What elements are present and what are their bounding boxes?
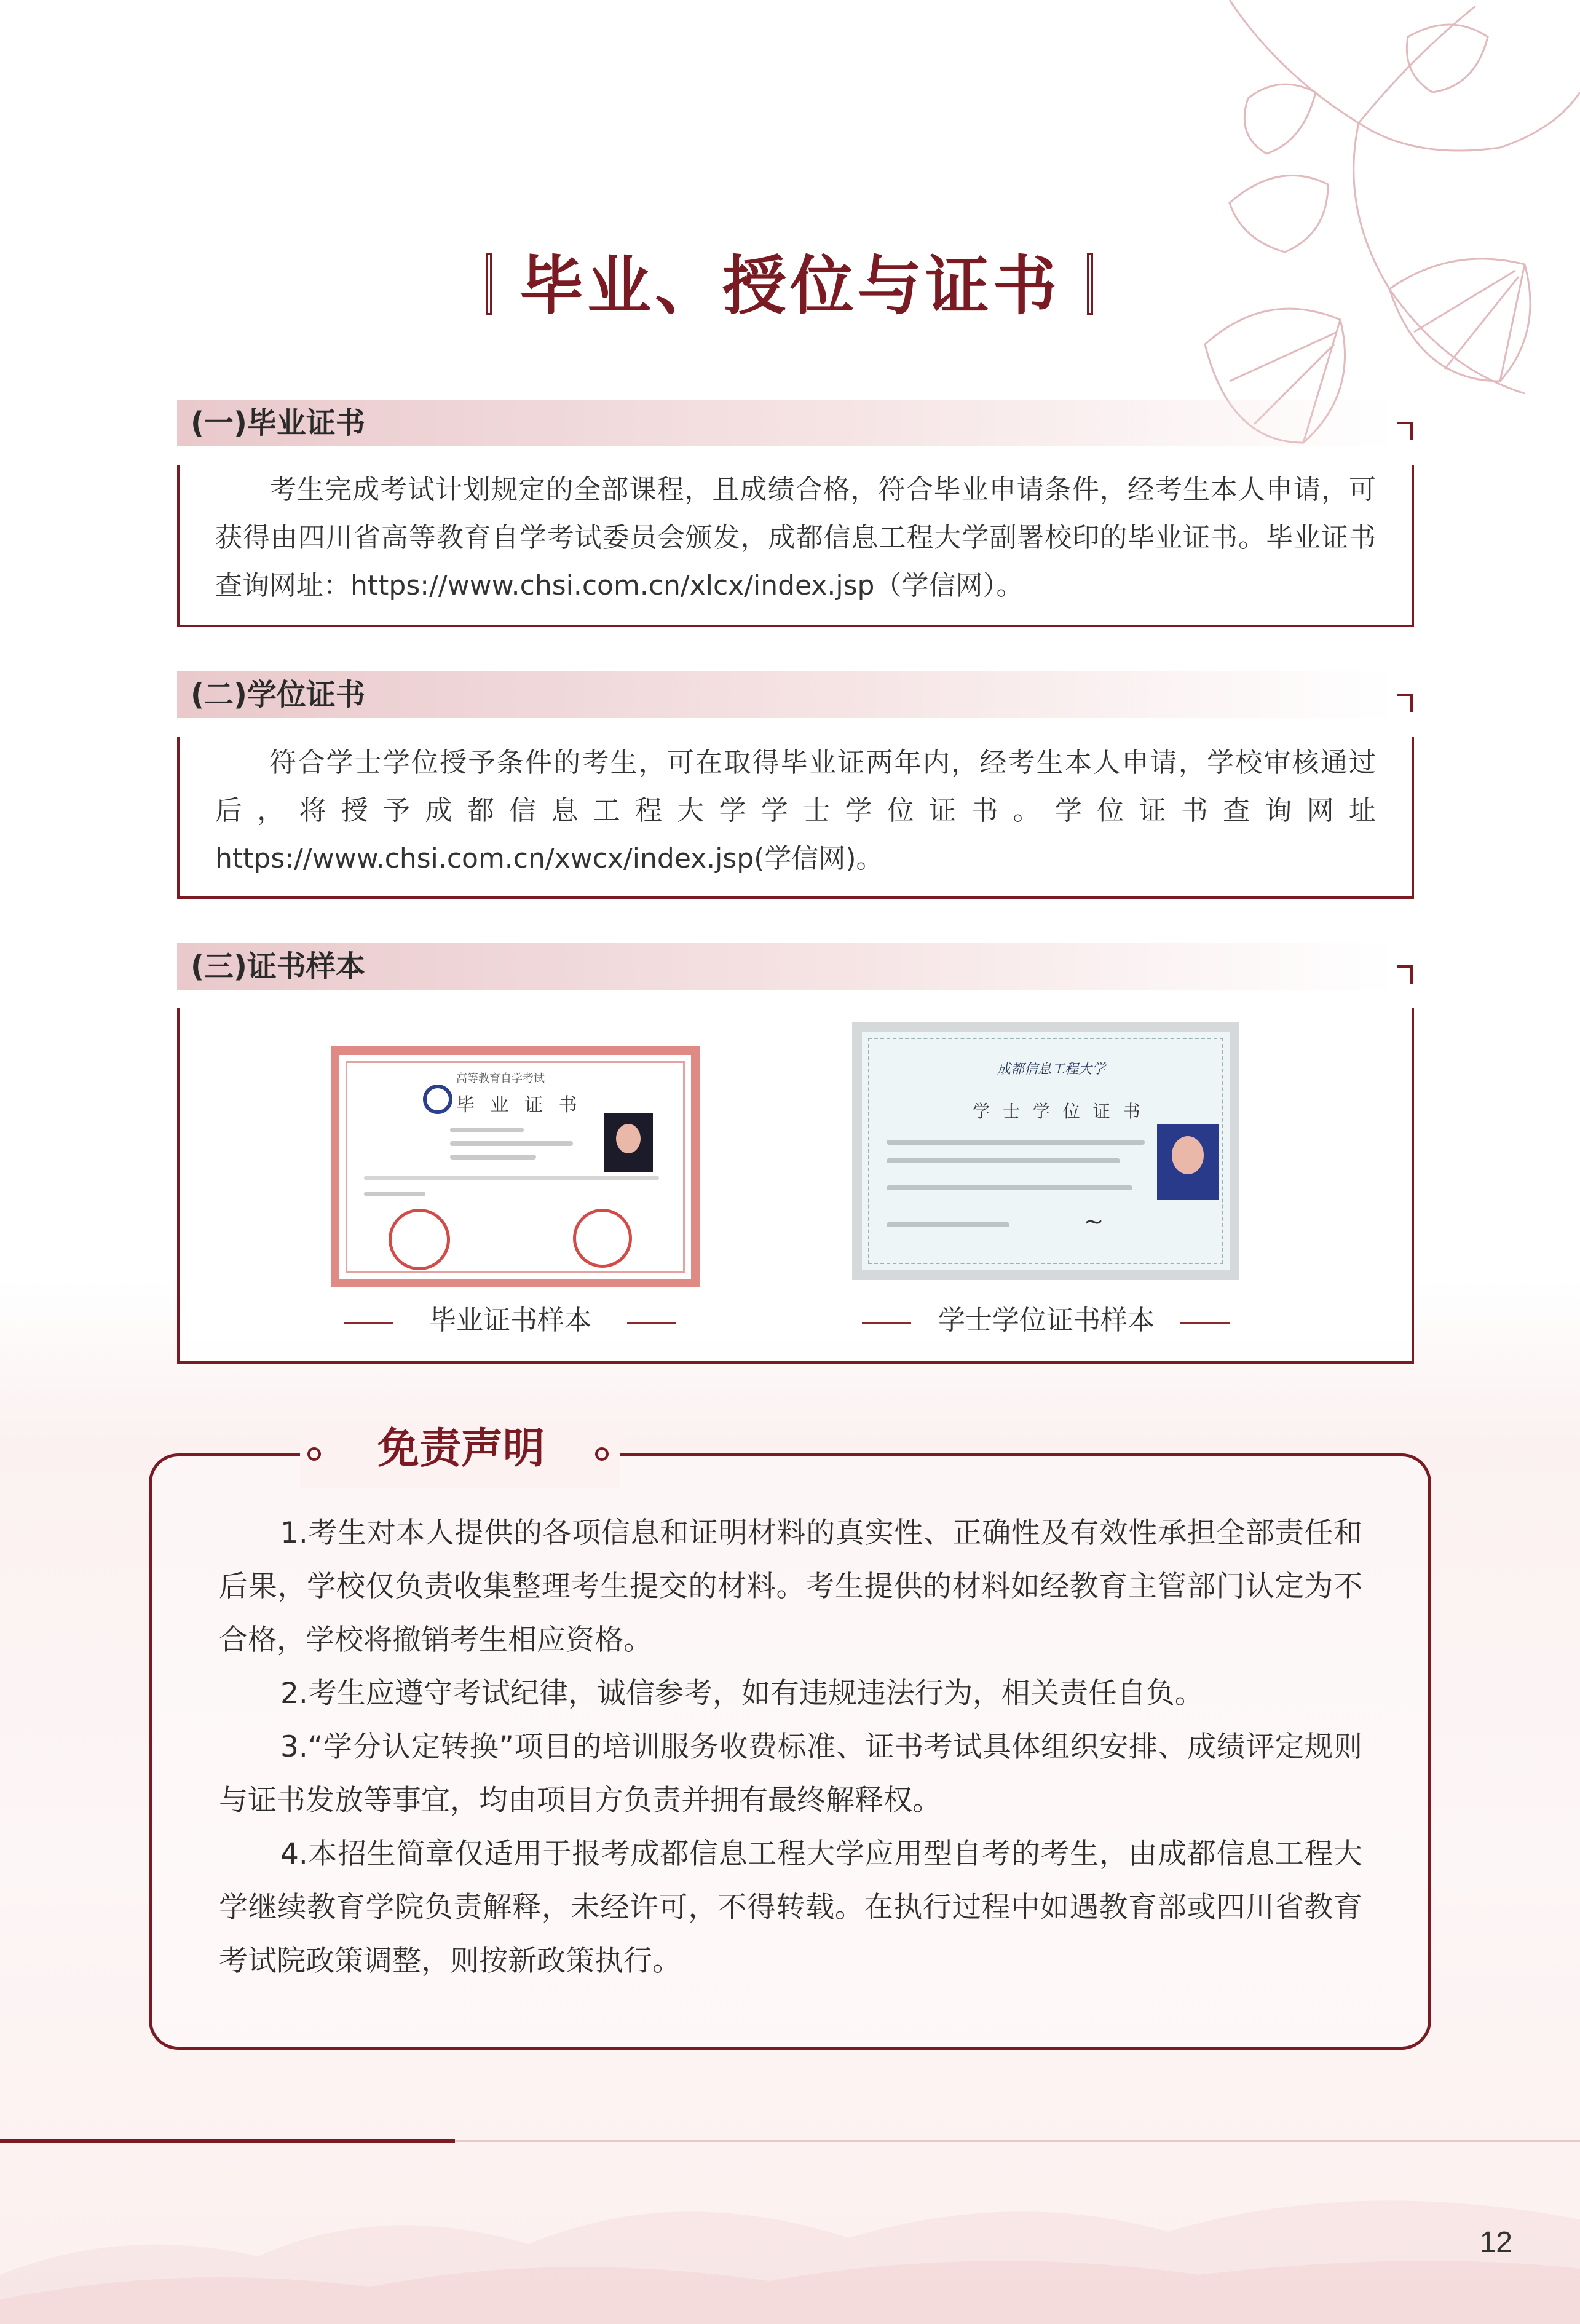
disclaimer-item: 4.本招生简章仅适用于报考成都信息工程大学应用型自考的考生，由成都信息工程大学继续教育学院负责解释，未经许可，不得转载。在执行过程中如遇教育部或四川省教育考试院政策调整，则按新政策执行。 <box>219 1837 1362 1978</box>
disclaimer-item: 2.考生应遵守考试纪律，诚信参考，如有违规违法行为，相关责任自负。 <box>280 1677 1204 1710</box>
graduation-caption: 毕业证书样本 <box>429 1305 591 1336</box>
degree-certificate-image <box>852 1022 1239 1280</box>
title-area <box>0 240 1580 338</box>
cert-title-text: 毕 业 证 书 <box>456 1094 582 1116</box>
section-heading: (二)学位证书 <box>191 678 365 712</box>
cert-signature: ~ <box>1083 1207 1104 1236</box>
disclaimer-item: 3.“学分认定转换”项目的培训服务收费标准、证书考试具体组织安排、成绩评定规则与证书发放等事宜，均由项目方负责并拥有最终解释权。 <box>219 1730 1362 1817</box>
box-corner <box>1397 422 1413 440</box>
cert-title-text: 学 士 学 位 证 书 <box>973 1101 1144 1121</box>
cert-photo <box>1157 1124 1219 1200</box>
disclaimer-left-ring <box>307 1447 321 1461</box>
footer-accent-line <box>0 2139 455 2143</box>
disclaimer-item: 1.考生对本人提供的各项信息和证明材料的真实性、正确性及有效性承担全部责任和后果，学校仅负责收集整理考生提交的材料。考生提供的材料如经教育主管部门认定为不合格，学校将撤销考生相应资格。 <box>219 1516 1362 1657</box>
mountain-decoration <box>0 2090 1580 2324</box>
cert-seal-icon <box>573 1209 632 1268</box>
cert-seal-icon <box>389 1209 450 1270</box>
section-header-graduation <box>177 400 1394 446</box>
disclaimer-right-ring <box>595 1447 609 1461</box>
cert-school-text: 成都信息工程大学 <box>997 1062 1106 1077</box>
cert-header-text: 高等教育自学考试 <box>456 1072 545 1085</box>
section-heading: (三)证书样本 <box>191 949 365 984</box>
section-heading: (一)毕业证书 <box>191 406 365 440</box>
cert-photo <box>604 1113 653 1172</box>
disclaimer-title: 免责声明 <box>377 1425 545 1473</box>
degree-paragraph: 符合学士学位授予条件的考生，可在取得毕业证两年内，经考生本人申请，学校审核通过后，将授予成都信息工程大学学士学位证书。学位证书查询网址https://www.chsi.com.cn/xwcx/index.jsp(学信网)。 <box>215 747 1376 874</box>
page-title: 毕业、授位与证书 <box>519 248 1061 323</box>
graduation-paragraph: 考生完成考试计划规定的全部课程，且成绩合格，符合毕业申请条件，经考生本人申请，可获得由四川省高等教育自学考试委员会颁发，成都信息工程大学副署校印的毕业证书。毕业证书查询网址：https://www.chsi.com.cn/xlcx/index.jsp（学信网）。 <box>215 474 1376 601</box>
page-number: 12 <box>1479 2226 1512 2259</box>
degree-caption: 学士学位证书样本 <box>938 1305 1155 1336</box>
section-header-samples <box>177 943 1394 990</box>
section-header-degree <box>177 671 1394 718</box>
disclaimer-text <box>219 1506 1362 1988</box>
graduation-certificate-image <box>331 1046 700 1287</box>
box-corner <box>1397 965 1413 984</box>
cert-logo-icon <box>423 1085 452 1114</box>
box-corner <box>1397 694 1413 712</box>
